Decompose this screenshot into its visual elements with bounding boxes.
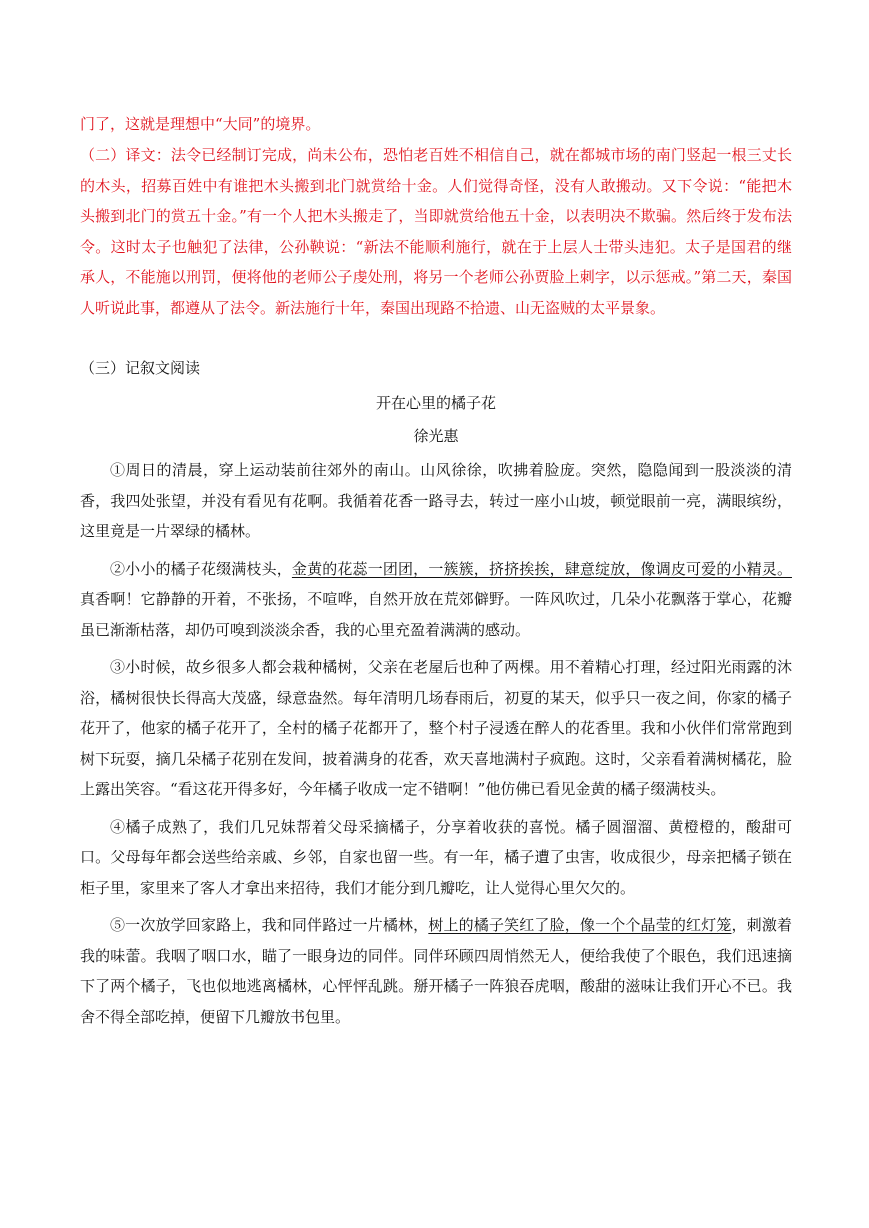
paragraph-5 <box>80 910 792 1032</box>
paragraph-3: ③小时候，故乡很多人都会栽种橘树，父亲在老屋后也种了两棵。用不着精心打理，经过阳光雨露的沐浴，橘树很快长得高大茂盛，绿意盎然。每年清明几场春雨后，初夏的某天，似乎只一夜之间，你家的橘子花开了，他家的橘子花开了，全村的橘子花都开了，整个村子浸透在醉人的花香里。我和小伙伴们常常跑到树下玩耍，摘几朵橘子花别在发间，披着满身的花香，欢天喜地满村子疯跑。这时，父亲看着满树橘花，脸上露出笑容。“看这花开得多好，今年橘子收成一定不错啊！”他仿佛已看见金黄的橘子缀满枝头。 <box>80 658 792 798</box>
article-author: 徐光惠 <box>413 427 459 445</box>
section-heading-text: （三）记叙文阅读 <box>80 359 201 377</box>
underlined-sentence-2: 树上的橘子笑红了脸，像一个个晶莹的红灯笼 <box>428 916 732 934</box>
underlined-sentence-1: 金黄的花蕊一团团，一簇簇，挤挤挨挨，肆意绽放，像调皮可爱的小精灵。 <box>291 559 792 578</box>
paragraph-2 <box>80 554 792 646</box>
paragraph-5-start: ⑤一次放学回家路上，我和同伴路过一片橘林， <box>110 916 429 934</box>
paragraph-2-start: ②小小的橘子花缀满枝头， <box>110 559 292 578</box>
paragraph-5-rest: ，刺激着我的味蕾。我咽了咽口水，瞄了一眼身边的同伴。同伴环顾四周悄然无人，便给我使了个眼色，我们迅速摘下了两个橘子，飞也似地逃离橘林，心怦怦乱跳。掰开橘子一阵狼吞虎咽，酸甜的滋味让我们开心不已。我舍不得全部吃掉，便留下几瓣放书包里。 <box>80 916 792 1026</box>
paragraph-4: ④橘子成熟了，我们几兄妹帮着父母采摘橘子，分享着收获的喜悦。橘子圆溜溜、黄橙橙的，酸甜可口。父母每年都会送些给亲戚、乡邻，自家也留一些。有一年，橘子遭了虫害，收成很少，母亲把橘子锁在柜子里，家里来了客人才拿出来招待，我们才能分到几瓣吃，让人觉得心里欠欠的。 <box>80 817 792 897</box>
article-title: 开在心里的橘子花 <box>375 394 496 412</box>
article-body <box>80 455 792 1039</box>
paragraph-1: ①周日的清晨，穿上运动装前往郊外的南山。山风徐徐，吹拂着脸庞。突然，隐隐闻到一股淡淡的清香，我四处张望，并没有看见有花啊。我循着花香一路寻去，转过一座小山坡，顿觉眼前一亮，满眼缤纷，这里竟是一片翠绿的橘林。 <box>80 461 792 540</box>
section-3-heading <box>80 353 792 384</box>
translation-1-text: 门了，这就是理想中“大同”的境界。 <box>80 115 321 133</box>
translation-1-tail <box>80 109 792 140</box>
paragraph-2-rest: 真香啊！它静静的开着，不张扬，不喧哗，自然开放在荒郊僻野。一阵风吹过，几朵小花飘落于掌心，花瓣虽已渐渐枯落，却仍可嗅到淡淡余香，我的心里充盈着满满的感动。 <box>80 590 792 639</box>
translation-2-text: （二）译文：法令已经制订完成，尚未公布，恐怕老百姓不相信自己，就在都城市场的南门竖起一根三丈长的木头，招募百姓中有谁把木头搬到北门就赏给十金。人们觉得奇怪，没有人敢搬动。又下令说：“能把木头搬到北门的赏五十金。”有一个人把木头搬走了，当即就赏给他五十金，以表明决不欺骗。然后终于发布法令。这时太子也触犯了法律，公孙鞅说：“新法不能顺利施行，就在于上层人士带头违犯。太子是国君的继承人，不能施以刑罚，便将他的老师公子虔处刑，将另一个老师公孙贾脸上刺字，以示惩戒。”第二天，秦国人听说此事，都遵从了法令。新法施行十年，秦国出现路不拾遗、山无盗贼的太平景象。 <box>80 146 792 317</box>
translation-2 <box>80 140 792 323</box>
